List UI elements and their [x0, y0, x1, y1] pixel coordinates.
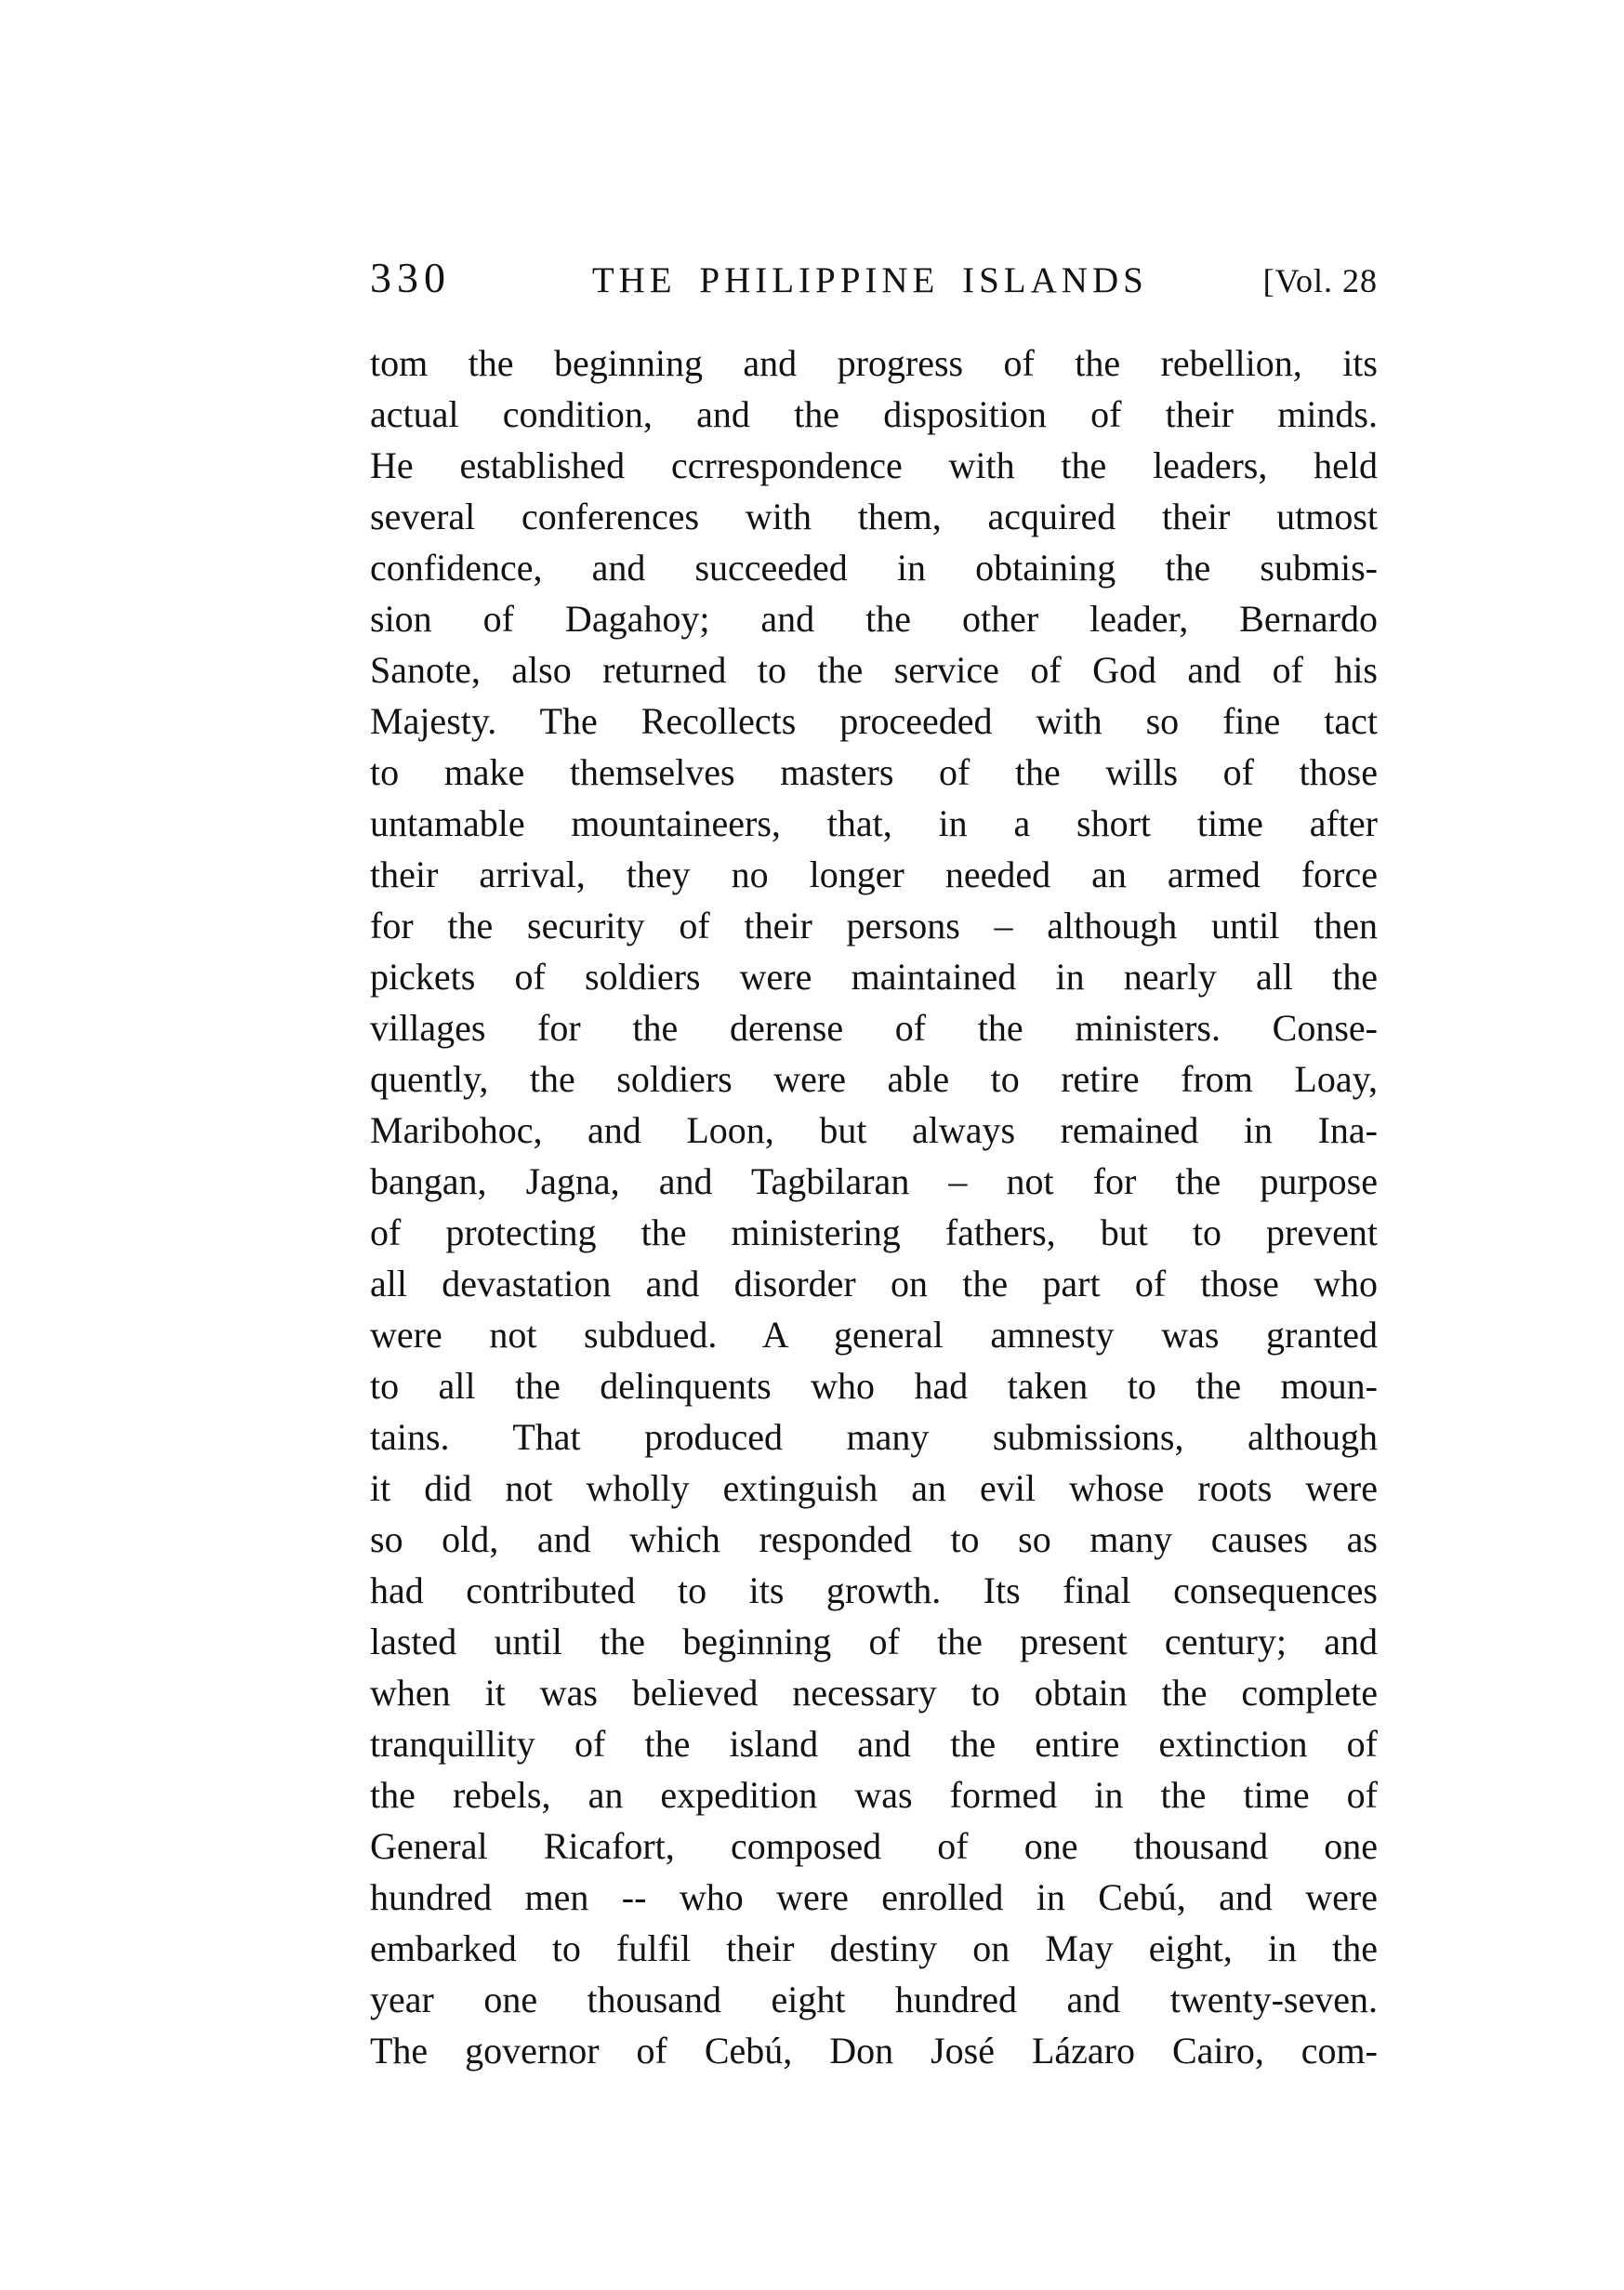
text-line: year one thousand eight hundred and twenty-seven.: [370, 1979, 1378, 2020]
text-line: Maribohoc, and Loon, but always remained in Ina-: [370, 1109, 1378, 1151]
text-line: for the security of their persons – although until then: [370, 905, 1378, 946]
book-page: [370, 253, 1378, 2076]
text-line: the rebels, an expedition was formed in the time of: [370, 1774, 1378, 1816]
page-body: [370, 338, 1378, 2076]
text-line: actual condition, and the disposition of their minds.: [370, 393, 1378, 435]
text-line: lasted until the beginning of the present century; and: [370, 1621, 1378, 1662]
text-line: Majesty. The Recollects proceeded with so fine tact: [370, 700, 1378, 742]
text-line: bangan, Jagna, and Tagbilaran – not for the purpose: [370, 1160, 1378, 1202]
text-line: of protecting the ministering fathers, but to prevent: [370, 1211, 1378, 1253]
text-line: sion of Dagahoy; and the other leader, Bernardo: [370, 598, 1378, 640]
text-line: tom the beginning and progress of the rebellion, its: [370, 342, 1378, 384]
text-line: all devastation and disorder on the part of those who: [370, 1263, 1378, 1304]
text-line: untamable mountaineers, that, in a short time after: [370, 802, 1378, 844]
text-line: it did not wholly extinguish an evil whose roots were: [370, 1467, 1378, 1509]
page-header: [370, 253, 1378, 302]
text-line: embarked to fulfil their destiny on May eight, in the: [370, 1927, 1378, 1969]
text-line: The governor of Cebú, Don José Lázaro Cairo, com-: [370, 2030, 1378, 2072]
text-line: He established ccrrespondence with the leaders, held: [370, 444, 1378, 486]
text-line: when it was believed necessary to obtain the complete: [370, 1672, 1378, 1714]
text-line: their arrival, they no longer needed an armed force: [370, 854, 1378, 895]
text-line: tranquillity of the island and the entire extinction of: [370, 1723, 1378, 1765]
text-line: several conferences with them, acquired their utmost: [370, 496, 1378, 537]
text-line: confidence, and succeeded in obtaining the submis-: [370, 547, 1378, 589]
text-line: Sanote, also returned to the service of God and of his: [370, 649, 1378, 691]
text-line: quently, the soldiers were able to retire from Loay,: [370, 1058, 1378, 1100]
page-number: 330: [370, 254, 451, 301]
text-line: to all the delinquents who had taken to the moun-: [370, 1365, 1378, 1407]
text-line: General Ricafort, composed of one thousand one: [370, 1825, 1378, 1867]
text-line: villages for the derense of the ministers. Conse-: [370, 1007, 1378, 1049]
running-title: THE PHILIPPINE ISLANDS: [591, 260, 1148, 300]
text-line: were not subdued. A general amnesty was granted: [370, 1314, 1378, 1356]
text-line: pickets of soldiers were maintained in nearly all the: [370, 956, 1378, 998]
text-line: to make themselves masters of the wills of those: [370, 751, 1378, 793]
text-line: had contributed to its growth. Its final consequences: [370, 1569, 1378, 1611]
text-line: tains. That produced many submissions, although: [370, 1416, 1378, 1458]
text-line: hundred men -- who were enrolled in Cebú, and were: [370, 1876, 1378, 1918]
text-line: so old, and which responded to so many causes as: [370, 1518, 1378, 1560]
volume-label: [Vol. 28: [1262, 262, 1378, 299]
